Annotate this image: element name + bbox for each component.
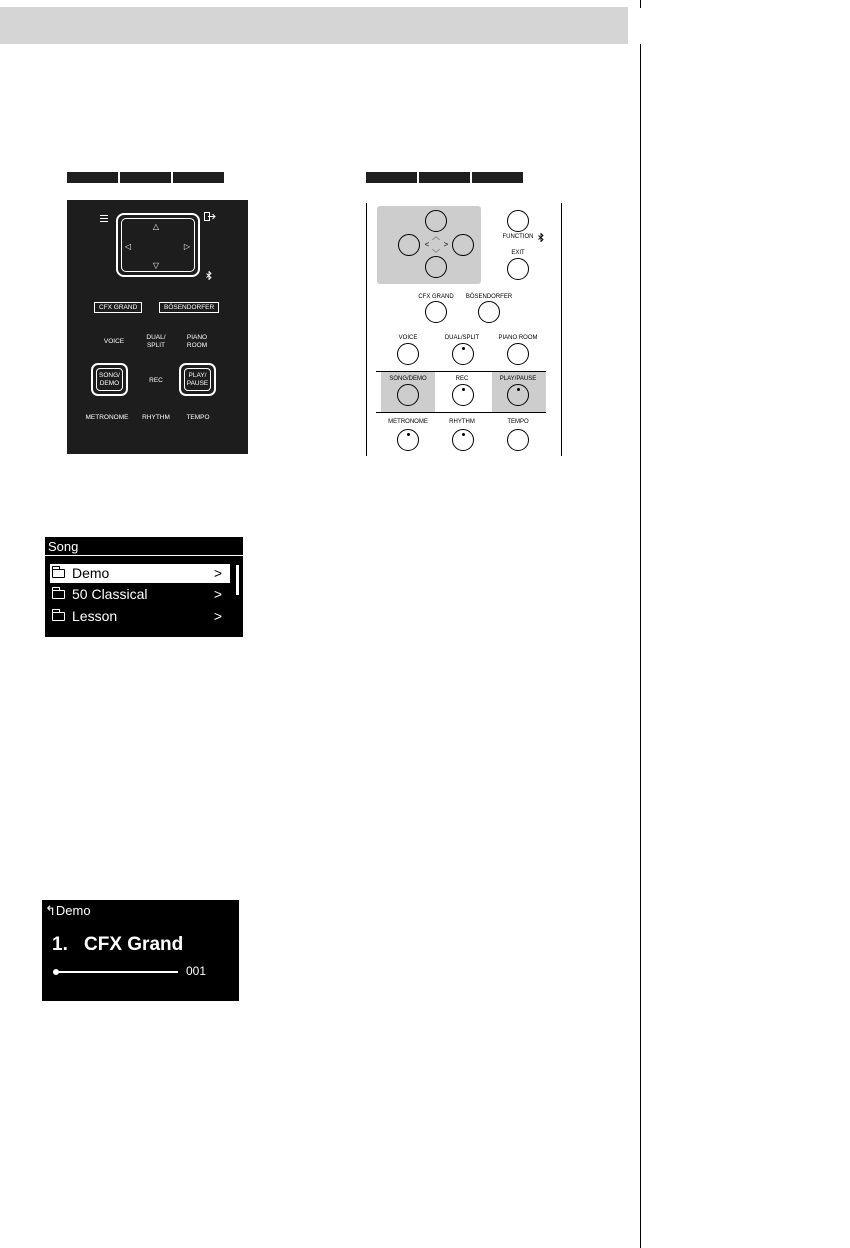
play-pause-button[interactable] [507,384,529,406]
voice-label: VOICE [398,335,418,341]
model-tab [120,172,171,183]
model-tabs-right [366,172,523,183]
function-label: FUNCTION [502,234,534,240]
cfx-grand-label: CFX GRAND [418,294,454,300]
folder-icon [52,612,65,621]
folder-icon [52,569,65,578]
cursor-left-symbol: < [424,240,430,249]
dual-split-label: DUAL/ SPLIT [146,334,166,349]
song-playback-display [42,900,239,1001]
cursor-left-button[interactable] [398,234,420,256]
folder-icon [52,590,65,599]
cursor-right-arrow[interactable]: ▷ [183,242,191,251]
song-title-line [52,934,183,956]
exit-label: EXIT [511,250,525,256]
back-header[interactable] [45,903,91,918]
bluetooth-icon [206,271,212,280]
list-item-label: Demo [72,565,110,581]
cfx-grand-label: CFX GRAND [94,302,142,313]
bluetooth-icon [538,233,544,242]
voice-button[interactable] [397,343,419,365]
song-name: CFX Grand [84,934,184,955]
model-tab [419,172,470,183]
rec-button[interactable] [452,384,474,406]
chevron-right-icon: > [213,565,222,581]
function-button[interactable] [507,210,529,232]
back-arrow-icon: ↰ [45,903,56,918]
panel-right-edge [561,203,562,456]
cursor-down-button[interactable] [425,256,447,278]
back-label: Demo [55,903,91,918]
rhythm-label: RHYTHM [449,419,475,425]
progress-track [57,971,178,973]
title-underline [45,555,243,556]
exit-icon [204,212,216,222]
control-panel-dark [67,200,248,454]
cursor-right-button[interactable] [452,234,474,256]
piano-room-button[interactable] [507,343,529,365]
play-pause-label: PLAY/PAUSE [499,376,537,382]
scrollbar[interactable] [236,565,239,595]
chevron-right-icon: > [213,608,222,624]
list-item[interactable] [50,585,230,604]
cursor-left-arrow[interactable]: ◁ [124,242,132,251]
bosendorfer-label: BÖSENDORFER [159,302,219,313]
piano-room-label: PIANO ROOM [186,334,208,349]
metronome-button[interactable] [397,429,419,451]
position-counter: 001 [186,964,207,978]
song-demo-button-label: SONG/ DEMO [96,368,123,391]
display-title: Song [48,539,79,554]
metronome-label: METRONOME [388,419,428,425]
rhythm-button[interactable] [452,429,474,451]
list-item-label: Lesson [72,608,118,624]
list-item[interactable] [50,607,230,626]
cursor-up-button[interactable] [425,210,447,232]
menu-icon [100,215,108,222]
cursor-down-arrow[interactable]: ▽ [152,261,160,270]
song-demo-button[interactable] [397,384,419,406]
rec-label: REC [149,377,163,384]
rec-label: REC [455,376,469,382]
song-number: 1. [52,934,68,955]
bosendorfer-button[interactable] [478,301,500,323]
section-header-bar [0,7,628,44]
top-margin-tick [640,0,641,8]
cursor-up-symbol: ︿ [432,232,440,241]
chevron-right-icon: > [213,586,222,602]
dual-split-button[interactable] [452,343,474,365]
progress-handle[interactable] [53,969,59,975]
play-pause-button[interactable] [179,363,216,396]
model-tabs-left [67,172,224,183]
tempo-label: TEMPO [507,419,529,425]
list-item[interactable] [50,564,230,583]
piano-room-label: PIANO ROOM [498,335,538,341]
exit-button[interactable] [507,258,529,280]
tempo-button[interactable] [507,429,529,451]
song-list-display [45,537,243,637]
cursor-up-arrow[interactable]: △ [152,222,160,231]
panel-left-edge [366,203,367,456]
play-pause-button-label: PLAY/ PAUSE [184,368,211,391]
row-separator [376,412,546,413]
voice-label: VOICE [103,338,125,345]
list-item-label: 50 Classical [72,586,148,602]
cfx-grand-button[interactable] [425,301,447,323]
dual-split-label: DUAL/SPLIT [444,335,480,341]
model-tab [366,172,417,183]
rhythm-label: RHYTHM [142,414,170,421]
model-tab [67,172,118,183]
bosendorfer-label: BÖSENDORFER [465,294,513,300]
right-margin-rule [640,44,641,1248]
model-tab [472,172,523,183]
tempo-label: TEMPO [186,414,210,421]
model-tab [173,172,224,183]
song-demo-button[interactable] [91,363,128,396]
control-panel-light [366,203,562,456]
cursor-down-symbol: ﹀ [432,249,440,258]
metronome-label: METRONOME [85,414,129,421]
song-demo-label: SONG/DEMO [389,376,427,382]
cursor-right-symbol: > [443,240,449,249]
